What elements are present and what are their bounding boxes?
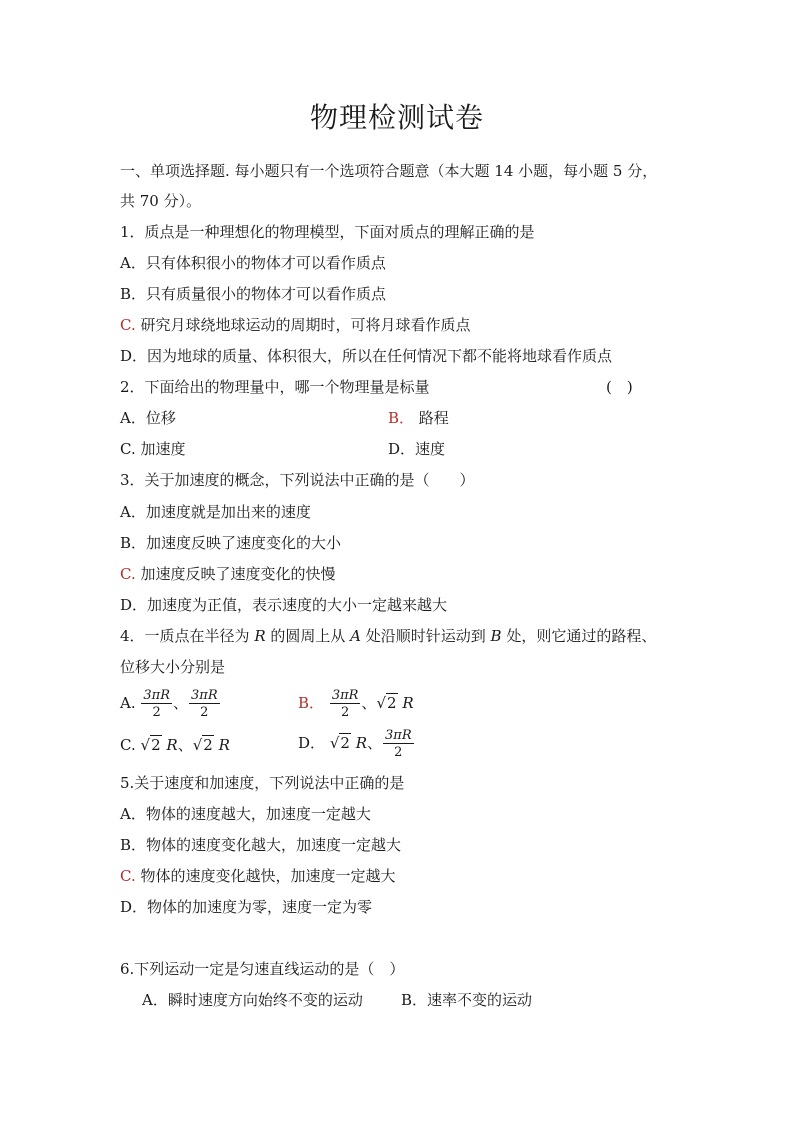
q3-option-a: A．加速度就是加出来的速度 xyxy=(120,503,311,521)
q4-stem-line2: 位移大小分别是 xyxy=(120,658,226,676)
q3-option-c-letter: C. xyxy=(120,565,136,583)
fraction-denominator: 2 xyxy=(394,744,403,760)
q2-option-b-text: 路程 xyxy=(414,409,449,427)
sqrt xyxy=(193,735,214,754)
q5-option-a: A．物体的速度越大，加速度一定越大 xyxy=(120,805,371,823)
q5-option-c-text: 物体的速度变化越快，加速度一定越大 xyxy=(135,867,396,885)
q4-var-a: A xyxy=(350,627,361,645)
separator: 、 xyxy=(367,734,383,752)
fraction-denominator: 2 xyxy=(152,704,161,720)
q1-option-b: B．只有质量很小的物体才可以看作质点 xyxy=(120,285,387,303)
q4-option-a xyxy=(120,688,221,720)
q3-option-b: B．加速度反映了速度变化的大小 xyxy=(120,534,342,552)
q4-stem-part: 4．一质点在半径为 xyxy=(120,627,255,645)
q4-stem-part: 处，则它通过的路程、 xyxy=(501,627,657,645)
fraction xyxy=(141,689,172,720)
q2-option-a: A．位移 xyxy=(120,409,176,427)
q2-option-b-letter: B． xyxy=(388,409,415,427)
q5-option-c xyxy=(120,865,396,887)
q2-answer-paren: ( ) xyxy=(606,378,633,396)
sqrt-value: 2 xyxy=(203,736,213,754)
q2-option-b xyxy=(388,407,449,429)
q5-option-d: D．物体的加速度为零，速度一定为零 xyxy=(120,898,373,916)
q5-stem: 5.关于速度和加速度，下列说法中正确的是 xyxy=(120,774,405,792)
q1-option-c-text: 研究月球绕地球运动的周期时，可将月球看作质点 xyxy=(135,316,471,334)
fraction-denominator: 2 xyxy=(200,704,209,720)
fraction-numerator: 3πR xyxy=(385,727,412,743)
q6-option-b: B．速率不变的运动 xyxy=(401,991,533,1009)
page-title: 物理检测试卷 xyxy=(309,101,484,134)
q1-stem: 1．质点是一种理想化的物理模型，下面对质点的理解正确的是 xyxy=(120,223,535,241)
q1-option-c xyxy=(120,314,471,336)
q4-stem-part: 处沿顺时针运动到 xyxy=(361,627,491,645)
q4-var-r: R xyxy=(254,627,266,645)
sqrt xyxy=(376,693,397,712)
q2-option-c: C. 加速度 xyxy=(120,440,186,458)
q1-option-c-letter: C. xyxy=(120,316,136,334)
q5-option-b: B．物体的速度变化越大，加速度一定越大 xyxy=(120,836,402,854)
q1-option-a: A．只有体积很小的物体才可以看作质点 xyxy=(120,254,386,272)
sqrt xyxy=(330,733,351,752)
fraction xyxy=(330,689,361,720)
fraction xyxy=(383,729,414,760)
separator: 、 xyxy=(361,694,377,712)
q5-option-c-letter: C. xyxy=(120,867,136,885)
separator: 、 xyxy=(173,694,189,712)
var-r: R xyxy=(402,694,414,712)
sqrt-symbol: √ xyxy=(329,734,340,752)
sqrt-value: 2 xyxy=(340,734,350,752)
q4-option-b-letter: B． xyxy=(298,694,325,712)
q4-option-a-letter: A. xyxy=(120,694,136,712)
q3-option-c-text: 加速度反映了速度变化的快慢 xyxy=(135,565,336,583)
var-r: R xyxy=(166,736,178,754)
q4-stem-part: 的圆周上从 xyxy=(265,627,351,645)
q4-option-c-letter: C. xyxy=(120,736,136,754)
q6-stem: 6.下列运动一定是匀速直线运动的是（ ） xyxy=(120,960,405,978)
section-heading-line1: 一、单项选择题. 每小题只有一个选项符合题意（本大题 14 小题，每小题 5 分， xyxy=(120,162,658,180)
fraction-numerator: 3πR xyxy=(331,687,359,703)
fraction-denominator: 2 xyxy=(340,704,350,720)
q4-option-d xyxy=(298,728,415,760)
q4-stem xyxy=(120,625,656,647)
q2-option-d: D．速度 xyxy=(388,440,446,458)
fraction xyxy=(189,689,220,720)
sqrt-symbol: √ xyxy=(192,736,203,754)
var-r: R xyxy=(355,734,367,752)
q4-option-d-letter: D． xyxy=(298,734,326,752)
separator: 、 xyxy=(177,736,193,754)
sqrt-symbol: √ xyxy=(140,736,151,754)
fraction-numerator: 3πR xyxy=(191,687,218,703)
q4-var-b: B xyxy=(490,627,502,645)
q4-option-b xyxy=(298,688,414,720)
q3-option-c xyxy=(120,563,336,585)
q4-option-c xyxy=(120,734,230,756)
fraction-numerator: 3πR xyxy=(143,687,170,703)
section-heading-line2: 共 70 分）。 xyxy=(120,192,202,210)
sqrt-value: 2 xyxy=(387,694,397,712)
q6-option-a: A．瞬时速度方向始终不变的运动 xyxy=(142,991,363,1009)
var-r: R xyxy=(218,736,230,754)
q3-option-d: D．加速度为正值，表示速度的大小一定越来越大 xyxy=(120,596,448,614)
sqrt-value: 2 xyxy=(151,736,161,754)
q2-stem: 2．下面给出的物理量中，哪一个物理量是标量 xyxy=(120,378,430,396)
sqrt xyxy=(141,735,162,754)
q1-option-d: D．因为地球的质量、体积很大，所以在任何情况下都不能将地球看作质点 xyxy=(120,347,613,365)
q3-stem: 3．关于加速度的概念，下列说法中正确的是（ ） xyxy=(120,471,475,489)
sqrt-symbol: √ xyxy=(376,694,386,712)
